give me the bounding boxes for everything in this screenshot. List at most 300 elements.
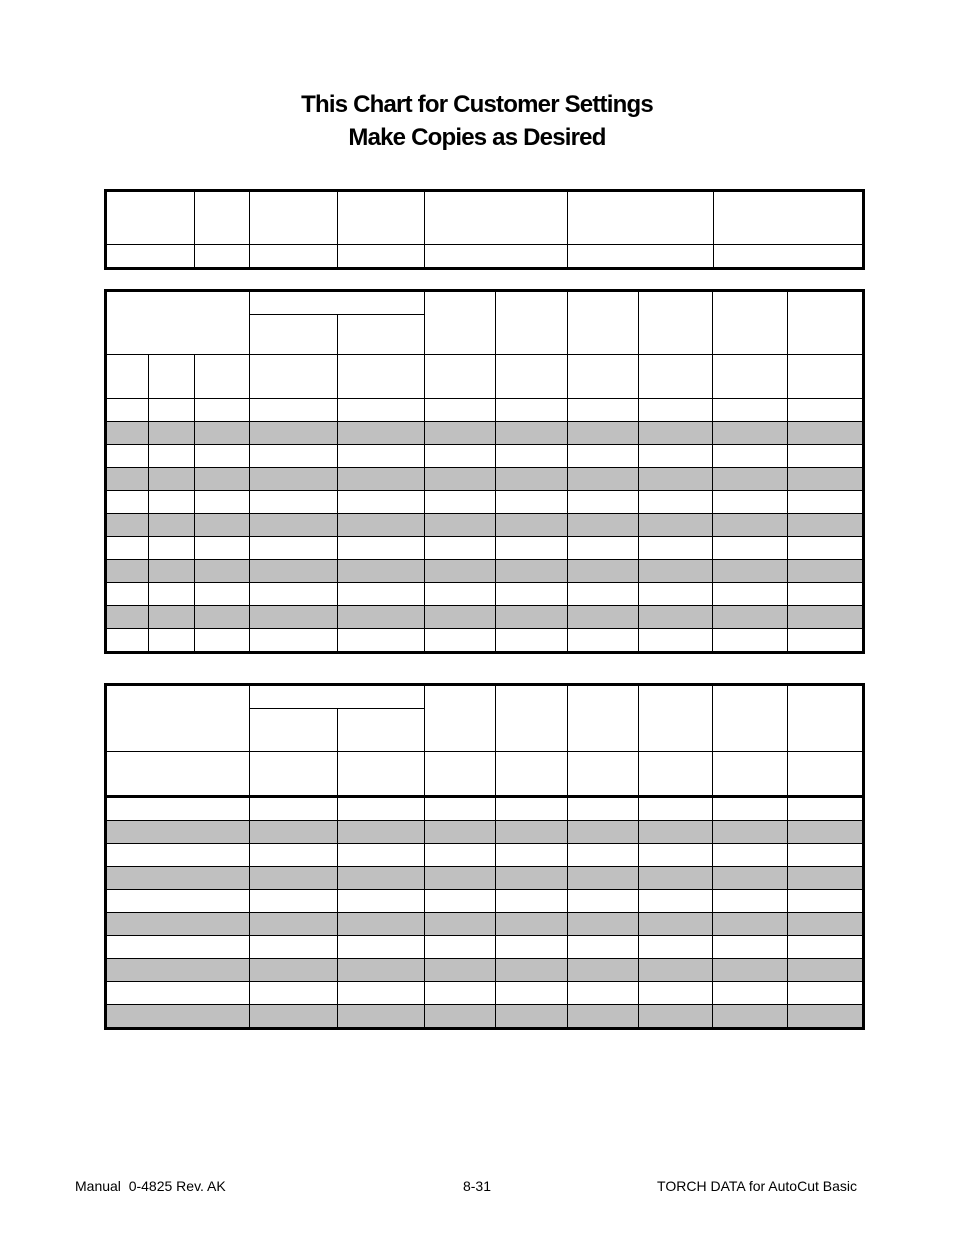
table-cell[interactable] xyxy=(338,560,425,583)
table-cell[interactable] xyxy=(425,445,496,468)
table-cell[interactable] xyxy=(639,797,713,821)
table-cell[interactable] xyxy=(149,629,195,653)
table-cell[interactable] xyxy=(496,982,568,1005)
table-cell[interactable] xyxy=(496,629,568,653)
table-cell[interactable] xyxy=(106,890,250,913)
table-row xyxy=(106,445,864,468)
table-cell[interactable] xyxy=(250,890,338,913)
header-cell[interactable] xyxy=(250,752,338,797)
table-cell[interactable] xyxy=(713,445,788,468)
table-cell[interactable] xyxy=(338,514,425,537)
table-cell[interactable] xyxy=(250,913,338,936)
table-cell[interactable] xyxy=(338,606,425,629)
table-cell[interactable] xyxy=(639,514,713,537)
table-cell[interactable] xyxy=(639,537,713,560)
table-cell[interactable] xyxy=(496,399,568,422)
table-cell[interactable] xyxy=(106,821,250,844)
table-cell[interactable] xyxy=(496,936,568,959)
table-cell[interactable] xyxy=(568,245,714,269)
header-cell[interactable] xyxy=(713,355,788,399)
table-cell[interactable] xyxy=(568,399,639,422)
header-cell[interactable] xyxy=(496,291,568,355)
footer-section-title: TORCH DATA for AutoCut Basic xyxy=(657,1178,857,1194)
header-cell[interactable] xyxy=(496,685,568,752)
table-row xyxy=(106,245,864,269)
table-row-shaded xyxy=(106,514,864,537)
header-cell[interactable] xyxy=(250,355,338,399)
table-cell[interactable] xyxy=(149,560,195,583)
table-cell[interactable] xyxy=(788,422,864,445)
table-cell[interactable] xyxy=(106,245,195,269)
table-cell[interactable] xyxy=(639,491,713,514)
table-cell[interactable] xyxy=(568,491,639,514)
table-cell[interactable] xyxy=(195,245,250,269)
table-cell[interactable] xyxy=(496,959,568,982)
table-cell[interactable] xyxy=(250,797,338,821)
header-cell[interactable] xyxy=(788,291,864,355)
table-cell[interactable] xyxy=(149,606,195,629)
table-cell[interactable] xyxy=(496,583,568,606)
table-cell[interactable] xyxy=(568,606,639,629)
table-cell[interactable] xyxy=(788,537,864,560)
table-cell[interactable] xyxy=(338,867,425,890)
header-cell[interactable] xyxy=(713,685,788,752)
header-cell[interactable] xyxy=(568,355,639,399)
header-cell[interactable] xyxy=(338,191,425,245)
table-cell[interactable] xyxy=(250,514,338,537)
table-cell[interactable] xyxy=(639,445,713,468)
header-cell[interactable] xyxy=(195,355,250,399)
table-cell[interactable] xyxy=(496,445,568,468)
table-cell[interactable] xyxy=(568,422,639,445)
table-cell[interactable] xyxy=(338,821,425,844)
table-row-shaded xyxy=(106,1005,864,1029)
footer-manual-revision: Manual 0-4825 Rev. AK xyxy=(75,1178,226,1194)
table-cell[interactable] xyxy=(106,1005,250,1029)
table-cell[interactable] xyxy=(338,629,425,653)
header-cell[interactable] xyxy=(568,191,714,245)
header-group-cell[interactable] xyxy=(250,685,425,709)
table-cell[interactable] xyxy=(639,560,713,583)
header-subcell[interactable] xyxy=(338,709,425,752)
header-cell[interactable] xyxy=(106,191,195,245)
table-cell[interactable] xyxy=(713,890,788,913)
table-cell[interactable] xyxy=(425,913,496,936)
table-cell[interactable] xyxy=(639,959,713,982)
header-cell[interactable] xyxy=(788,752,864,797)
table-cell[interactable] xyxy=(788,867,864,890)
table-cell[interactable] xyxy=(568,445,639,468)
table-cell[interactable] xyxy=(496,537,568,560)
table-cell[interactable] xyxy=(568,514,639,537)
table-cell[interactable] xyxy=(425,399,496,422)
table-row-shaded xyxy=(106,959,864,982)
page-title-line-2: Make Copies as Desired xyxy=(348,124,606,151)
table-cell[interactable] xyxy=(425,629,496,653)
table-cell[interactable] xyxy=(788,399,864,422)
table-cell[interactable] xyxy=(713,867,788,890)
table-cell[interactable] xyxy=(338,422,425,445)
header-cell[interactable] xyxy=(639,355,713,399)
table-cell[interactable] xyxy=(250,959,338,982)
table-cell[interactable] xyxy=(425,867,496,890)
table-cell[interactable] xyxy=(713,959,788,982)
table-cell[interactable] xyxy=(713,468,788,491)
header-cell[interactable] xyxy=(496,355,568,399)
table-cell[interactable] xyxy=(425,890,496,913)
table-cell[interactable] xyxy=(425,821,496,844)
table-cell[interactable] xyxy=(496,422,568,445)
settings-header-table xyxy=(104,189,865,270)
table-cell[interactable] xyxy=(713,399,788,422)
table-cell[interactable] xyxy=(250,606,338,629)
table-cell[interactable] xyxy=(713,821,788,844)
table-cell[interactable] xyxy=(106,606,149,629)
header-cell[interactable] xyxy=(106,752,250,797)
table-cell[interactable] xyxy=(788,936,864,959)
table-cell[interactable] xyxy=(568,844,639,867)
table-cell[interactable] xyxy=(106,514,149,537)
table-row xyxy=(106,936,864,959)
table-cell[interactable] xyxy=(338,468,425,491)
table-row-shaded xyxy=(106,867,864,890)
table-cell[interactable] xyxy=(788,913,864,936)
table-cell[interactable] xyxy=(106,844,250,867)
table-cell[interactable] xyxy=(639,844,713,867)
table-cell[interactable] xyxy=(425,1005,496,1029)
header-cell[interactable] xyxy=(250,191,338,245)
table-row xyxy=(106,797,864,821)
table-cell[interactable] xyxy=(568,560,639,583)
table-cell[interactable] xyxy=(149,422,195,445)
header-cell[interactable] xyxy=(106,291,250,355)
table-cell[interactable] xyxy=(568,936,639,959)
table-cell[interactable] xyxy=(788,1005,864,1029)
header-cell[interactable] xyxy=(496,752,568,797)
table-cell[interactable] xyxy=(149,468,195,491)
table-cell[interactable] xyxy=(425,797,496,821)
table-cell[interactable] xyxy=(639,606,713,629)
table-cell[interactable] xyxy=(195,468,250,491)
table-row xyxy=(106,537,864,560)
table-cell[interactable] xyxy=(106,491,149,514)
table-row-shaded xyxy=(106,913,864,936)
table-cell[interactable] xyxy=(713,606,788,629)
table-cell[interactable] xyxy=(106,399,149,422)
table-cell[interactable] xyxy=(250,821,338,844)
table-cell[interactable] xyxy=(250,844,338,867)
header-cell[interactable] xyxy=(788,685,864,752)
table-cell[interactable] xyxy=(713,422,788,445)
header-cell[interactable] xyxy=(425,291,496,355)
table-header-row xyxy=(106,355,864,399)
table-cell[interactable] xyxy=(788,583,864,606)
table-cell[interactable] xyxy=(639,890,713,913)
header-cell[interactable] xyxy=(106,355,149,399)
table-row xyxy=(106,844,864,867)
table-cell[interactable] xyxy=(250,982,338,1005)
table-cell[interactable] xyxy=(106,560,149,583)
table-cell[interactable] xyxy=(250,936,338,959)
table-cell[interactable] xyxy=(568,821,639,844)
table-cell[interactable] xyxy=(425,422,496,445)
table-row-shaded xyxy=(106,422,864,445)
table-cell[interactable] xyxy=(788,514,864,537)
table-cell[interactable] xyxy=(639,629,713,653)
table-cell[interactable] xyxy=(496,913,568,936)
header-cell[interactable] xyxy=(713,752,788,797)
table-cell[interactable] xyxy=(195,560,250,583)
table-cell[interactable] xyxy=(338,245,425,269)
table-cell[interactable] xyxy=(568,959,639,982)
table-cell[interactable] xyxy=(788,982,864,1005)
table-cell[interactable] xyxy=(496,1005,568,1029)
table-cell[interactable] xyxy=(195,629,250,653)
table-cell[interactable] xyxy=(568,537,639,560)
table-cell[interactable] xyxy=(496,468,568,491)
header-subcell[interactable] xyxy=(338,315,425,355)
table-cell[interactable] xyxy=(149,445,195,468)
table-cell[interactable] xyxy=(713,560,788,583)
table-row-shaded xyxy=(106,606,864,629)
table-cell[interactable] xyxy=(106,936,250,959)
table-row-shaded xyxy=(106,560,864,583)
table-cell[interactable] xyxy=(713,913,788,936)
header-cell[interactable] xyxy=(639,685,713,752)
header-cell[interactable] xyxy=(425,355,496,399)
header-cell[interactable] xyxy=(425,685,496,752)
header-cell[interactable] xyxy=(639,752,713,797)
table-cell[interactable] xyxy=(788,890,864,913)
table-cell[interactable] xyxy=(496,560,568,583)
table-cell[interactable] xyxy=(496,606,568,629)
table-row xyxy=(106,583,864,606)
table-cell[interactable] xyxy=(338,959,425,982)
table-cell[interactable] xyxy=(639,468,713,491)
table-cell[interactable] xyxy=(713,1005,788,1029)
header-cell[interactable] xyxy=(713,291,788,355)
table-cell[interactable] xyxy=(639,821,713,844)
header-cell[interactable] xyxy=(425,191,568,245)
header-group-cell[interactable] xyxy=(250,291,425,315)
table-cell[interactable] xyxy=(195,491,250,514)
table-cell[interactable] xyxy=(149,537,195,560)
table-cell[interactable] xyxy=(568,583,639,606)
header-cell[interactable] xyxy=(568,291,639,355)
table-cell[interactable] xyxy=(425,245,568,269)
table-cell[interactable] xyxy=(496,514,568,537)
table-cell[interactable] xyxy=(788,629,864,653)
table-cell[interactable] xyxy=(713,537,788,560)
table-cell[interactable] xyxy=(425,537,496,560)
table-cell[interactable] xyxy=(788,468,864,491)
table-cell[interactable] xyxy=(788,491,864,514)
table-cell[interactable] xyxy=(714,245,864,269)
table-row-shaded xyxy=(106,468,864,491)
table-cell[interactable] xyxy=(496,797,568,821)
table-cell[interactable] xyxy=(568,913,639,936)
table-cell[interactable] xyxy=(425,959,496,982)
header-cell[interactable] xyxy=(788,355,864,399)
table-cell[interactable] xyxy=(106,913,250,936)
table-row xyxy=(106,890,864,913)
header-cell[interactable] xyxy=(568,685,639,752)
header-subcell[interactable] xyxy=(250,709,338,752)
table-cell[interactable] xyxy=(338,982,425,1005)
table-cell[interactable] xyxy=(250,245,338,269)
table-cell[interactable] xyxy=(338,491,425,514)
header-cell[interactable] xyxy=(338,355,425,399)
table-cell[interactable] xyxy=(250,491,338,514)
table-cell[interactable] xyxy=(496,890,568,913)
table-cell[interactable] xyxy=(250,468,338,491)
table-cell[interactable] xyxy=(788,821,864,844)
table-cell[interactable] xyxy=(106,867,250,890)
header-cell[interactable] xyxy=(714,191,864,245)
table-cell[interactable] xyxy=(425,560,496,583)
table-cell[interactable] xyxy=(250,399,338,422)
table-cell[interactable] xyxy=(639,399,713,422)
table-cell[interactable] xyxy=(639,936,713,959)
header-cell[interactable] xyxy=(338,752,425,797)
table-row-shaded xyxy=(106,821,864,844)
table-cell[interactable] xyxy=(250,583,338,606)
table-cell[interactable] xyxy=(568,1005,639,1029)
table-cell[interactable] xyxy=(788,606,864,629)
table-cell[interactable] xyxy=(338,913,425,936)
table-cell[interactable] xyxy=(338,445,425,468)
table-cell[interactable] xyxy=(788,445,864,468)
table-cell[interactable] xyxy=(149,399,195,422)
table-cell[interactable] xyxy=(106,583,149,606)
table-cell[interactable] xyxy=(713,514,788,537)
table-cell[interactable] xyxy=(106,629,149,653)
table-cell[interactable] xyxy=(425,491,496,514)
table-header-row xyxy=(106,752,864,797)
table-row xyxy=(106,982,864,1005)
table-cell[interactable] xyxy=(788,560,864,583)
table-cell[interactable] xyxy=(788,959,864,982)
table-cell[interactable] xyxy=(195,514,250,537)
table-cell[interactable] xyxy=(496,491,568,514)
table-cell[interactable] xyxy=(106,959,250,982)
table-cell[interactable] xyxy=(425,606,496,629)
table-cell[interactable] xyxy=(425,514,496,537)
table-cell[interactable] xyxy=(639,867,713,890)
customer-settings-table-2 xyxy=(104,683,865,1030)
table-cell[interactable] xyxy=(106,445,149,468)
table-cell[interactable] xyxy=(425,844,496,867)
table-cell[interactable] xyxy=(106,982,250,1005)
header-cell[interactable] xyxy=(149,355,195,399)
table-cell[interactable] xyxy=(788,797,864,821)
table-cell[interactable] xyxy=(195,606,250,629)
table-cell[interactable] xyxy=(496,867,568,890)
table-row xyxy=(106,399,864,422)
table-cell[interactable] xyxy=(338,1005,425,1029)
table-cell[interactable] xyxy=(496,821,568,844)
table-cell[interactable] xyxy=(149,491,195,514)
table-cell[interactable] xyxy=(195,445,250,468)
table-cell[interactable] xyxy=(639,583,713,606)
table-header-row xyxy=(106,191,864,245)
table-cell[interactable] xyxy=(338,583,425,606)
table-cell[interactable] xyxy=(195,537,250,560)
table-cell[interactable] xyxy=(338,890,425,913)
table-cell[interactable] xyxy=(149,583,195,606)
table-cell[interactable] xyxy=(106,537,149,560)
table-cell[interactable] xyxy=(568,867,639,890)
table-cell[interactable] xyxy=(250,537,338,560)
table-cell[interactable] xyxy=(639,422,713,445)
table-cell[interactable] xyxy=(106,422,149,445)
table-cell[interactable] xyxy=(338,399,425,422)
table-cell[interactable] xyxy=(195,399,250,422)
table-cell[interactable] xyxy=(425,936,496,959)
table-cell[interactable] xyxy=(568,629,639,653)
table-cell[interactable] xyxy=(195,422,250,445)
table-cell[interactable] xyxy=(568,468,639,491)
table-cell[interactable] xyxy=(338,844,425,867)
table-header-row xyxy=(106,685,864,709)
table-cell[interactable] xyxy=(338,936,425,959)
header-cell[interactable] xyxy=(639,291,713,355)
table-cell[interactable] xyxy=(250,422,338,445)
table-cell[interactable] xyxy=(425,982,496,1005)
table-row xyxy=(106,629,864,653)
table-cell[interactable] xyxy=(338,797,425,821)
table-cell[interactable] xyxy=(639,913,713,936)
table-cell[interactable] xyxy=(106,797,250,821)
table-cell[interactable] xyxy=(713,844,788,867)
table-cell[interactable] xyxy=(639,1005,713,1029)
table-cell[interactable] xyxy=(713,629,788,653)
footer-page-number: 8-31 xyxy=(462,1178,492,1194)
table-cell[interactable] xyxy=(149,514,195,537)
table-cell[interactable] xyxy=(713,936,788,959)
table-cell[interactable] xyxy=(713,797,788,821)
table-cell[interactable] xyxy=(568,797,639,821)
header-cell[interactable] xyxy=(106,685,250,752)
table-cell[interactable] xyxy=(250,867,338,890)
table-header-row xyxy=(106,291,864,315)
table-cell[interactable] xyxy=(713,583,788,606)
table-cell[interactable] xyxy=(713,982,788,1005)
header-cell[interactable] xyxy=(425,752,496,797)
page-title-line-1: This Chart for Customer Settings xyxy=(301,91,653,118)
customer-settings-table-1 xyxy=(104,289,865,654)
table-cell[interactable] xyxy=(713,491,788,514)
header-subcell[interactable] xyxy=(250,315,338,355)
table-cell[interactable] xyxy=(250,629,338,653)
table-cell[interactable] xyxy=(106,468,149,491)
table-cell[interactable] xyxy=(250,445,338,468)
table-cell[interactable] xyxy=(250,560,338,583)
table-cell[interactable] xyxy=(338,537,425,560)
header-cell[interactable] xyxy=(568,752,639,797)
header-cell[interactable] xyxy=(195,191,250,245)
table-row xyxy=(106,491,864,514)
table-cell[interactable] xyxy=(788,844,864,867)
table-cell[interactable] xyxy=(639,982,713,1005)
table-cell[interactable] xyxy=(425,468,496,491)
table-cell[interactable] xyxy=(496,844,568,867)
table-cell[interactable] xyxy=(195,583,250,606)
table-cell[interactable] xyxy=(568,890,639,913)
table-cell[interactable] xyxy=(250,1005,338,1029)
table-cell[interactable] xyxy=(425,583,496,606)
table-cell[interactable] xyxy=(568,982,639,1005)
